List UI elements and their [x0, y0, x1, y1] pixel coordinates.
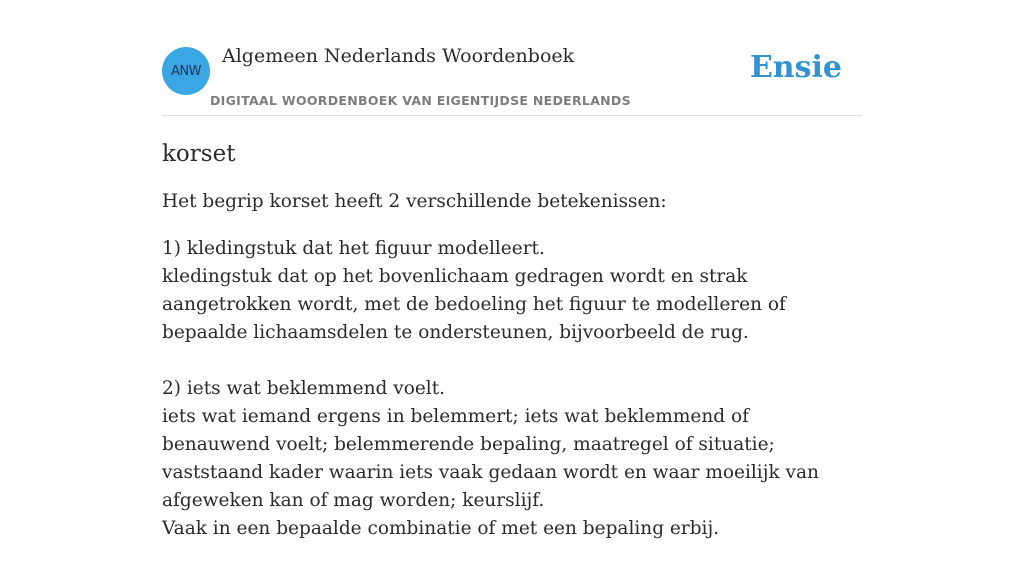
ensie-logo[interactable]: Ensie — [749, 50, 842, 85]
sense-definition: iets wat iemand ergens in belemmert; iets wat beklemmend of benauwend voelt; belemmerende bepaling, maatregel of situatie; vaststaand kader waarin iets vaak gedaan wordt en waar moeilijk van afgeweken kan of mag worden; keurslijf. — [162, 406, 819, 511]
sense-1 — [162, 235, 862, 347]
sense-definition: kledingstuk dat op het bovenlichaam gedragen wordt en strak aangetrokken wordt, met de bedoeling het figuur te modelleren of bepaalde lichaamsdelen te ondersteunen, bijvoorbeeld de rug. — [162, 266, 786, 343]
anw-logo[interactable] — [162, 47, 210, 95]
headword: korset — [162, 141, 236, 167]
entry-intro: Het begrip korset heeft 2 verschillende betekenissen: — [162, 191, 667, 212]
sense-note: Vaak in een bepaalde combinatie of met een bepaling erbij. — [162, 518, 720, 539]
source-subtitle: DIGITAAL WOORDENBOEK VAN EIGENTIJDSE NEDERLANDS — [210, 93, 631, 108]
header-divider — [162, 115, 862, 116]
sense-2 — [162, 375, 862, 543]
logo-text: ANW — [171, 63, 201, 79]
source-title[interactable]: Algemeen Nederlands Woordenboek — [222, 45, 575, 67]
entry-content — [162, 138, 862, 571]
sense-title: 1) kledingstuk dat het figuur modelleert. — [162, 238, 545, 259]
sense-title: 2) iets wat beklemmend voelt. — [162, 378, 446, 399]
